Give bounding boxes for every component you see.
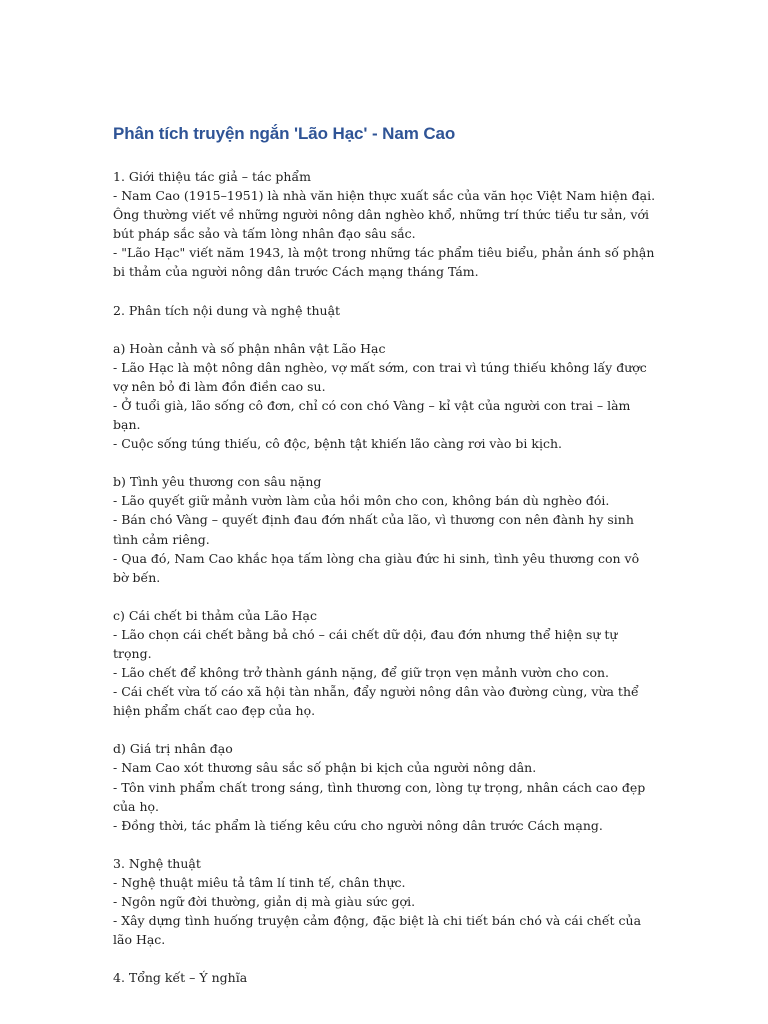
paragraph: - Lão chết để không trở thành gánh nặng, để giữ trọn vẹn mảnh vườn cho con. <box>113 665 610 681</box>
section-art <box>113 854 658 949</box>
subsection-heading: d) Giá trị nhân đạo <box>113 741 233 757</box>
paragraph: - Xây dựng tình huống truyện cảm động, đặc biệt là chi tiết bán chó và cái chết của lão Hạc. <box>113 913 642 948</box>
document-page <box>113 120 658 1006</box>
paragraph: - Lão chọn cái chết bằng bả chó – cái chết dữ dội, đau đớn nhưng thể hiện sự tự trọng. <box>113 626 618 661</box>
paragraph: - Lão Hạc là một nông dân nghèo, vợ mất sớm, con trai vì túng thiếu không lấy được vợ nên bỏ đi làm đồn điền cao su. <box>113 359 647 394</box>
section-analysis-heading <box>113 301 658 320</box>
section-humanism <box>113 739 658 834</box>
section-heading: 3. Nghệ thuật <box>113 855 201 871</box>
section-intro <box>113 167 658 282</box>
section-heading: 4. Tổng kết – Ý nghĩa <box>113 970 248 986</box>
paragraph: - Ở tuổi già, lão sống cô đơn, chỉ có con chó Vàng – kỉ vật của người con trai – làm bạn. <box>113 397 631 433</box>
paragraph: - Lão quyết giữ mảnh vườn làm của hồi môn cho con, không bán dù nghèo đói. <box>113 493 610 509</box>
paragraph: - Nghệ thuật miêu tả tâm lí tinh tế, chân thực. <box>113 874 406 890</box>
document-title: Phân tích truyện ngắn 'Lão Hạc' - Nam Cao <box>113 124 456 143</box>
paragraph: - Ngôn ngữ đời thường, giản dị mà giàu sức gợi. <box>113 894 416 909</box>
subsection-heading: c) Cái chết bi thảm của Lão Hạc <box>113 607 317 623</box>
paragraph: - Nam Cao (1915–1951) là nhà văn hiện thực xuất sắc của văn học Việt Nam hiện đại. Ông thường viết về những người nông dân nghèo khổ, những trí thức tiểu tư sản, với bút pháp sắc sảo và tấm lòng nhân đạo sâu sắc. <box>113 188 656 242</box>
paragraph: - Cuộc sống túng thiếu, cô độc, bệnh tật khiến lão càng rơi vào bi kịch. <box>113 436 562 452</box>
subsection-heading: a) Hoàn cảnh và số phận nhân vật Lão Hạc <box>113 340 386 356</box>
subsection-heading: b) Tình yêu thương con sâu nặng <box>113 474 322 490</box>
section-circumstances <box>113 339 658 454</box>
section-heading: 2. Phân tích nội dung và nghệ thuật <box>113 302 341 318</box>
section-love <box>113 472 658 587</box>
paragraph: - "Lão Hạc" viết năm 1943, là một trong những tác phẩm tiêu biểu, phản ánh số phận bi thảm của người nông dân trước Cách mạng tháng Tám. <box>113 245 655 280</box>
paragraph: - Đồng thời, tác phẩm là tiếng kêu cứu cho người nông dân trước Cách mạng. <box>113 817 603 833</box>
paragraph: - Nam Cao xót thương sâu sắc số phận bi kịch của người nông dân. <box>113 760 537 776</box>
paragraph: - Qua đó, Nam Cao khắc họa tấm lòng cha giàu đức hi sinh, tình yêu thương con vô bờ bến. <box>113 550 640 585</box>
paragraph: - Cái chết vừa tố cáo xã hội tàn nhẫn, đẩy người nông dân vào đường cùng, vừa thể hiện phẩm chất cao đẹp của họ. <box>113 684 639 719</box>
section-heading: 1. Giới thiệu tác giả – tác phẩm <box>113 169 311 184</box>
section-conclusion <box>113 968 658 987</box>
section-death <box>113 606 658 721</box>
paragraph: - Bán chó Vàng – quyết định đau đớn nhất của lão, vì thương con nên đành hy sinh tình cảm riêng. <box>113 512 634 547</box>
paragraph: - Tôn vinh phẩm chất trong sáng, tình thương con, lòng tự trọng, nhân cách cao đẹp của họ. <box>113 779 646 814</box>
